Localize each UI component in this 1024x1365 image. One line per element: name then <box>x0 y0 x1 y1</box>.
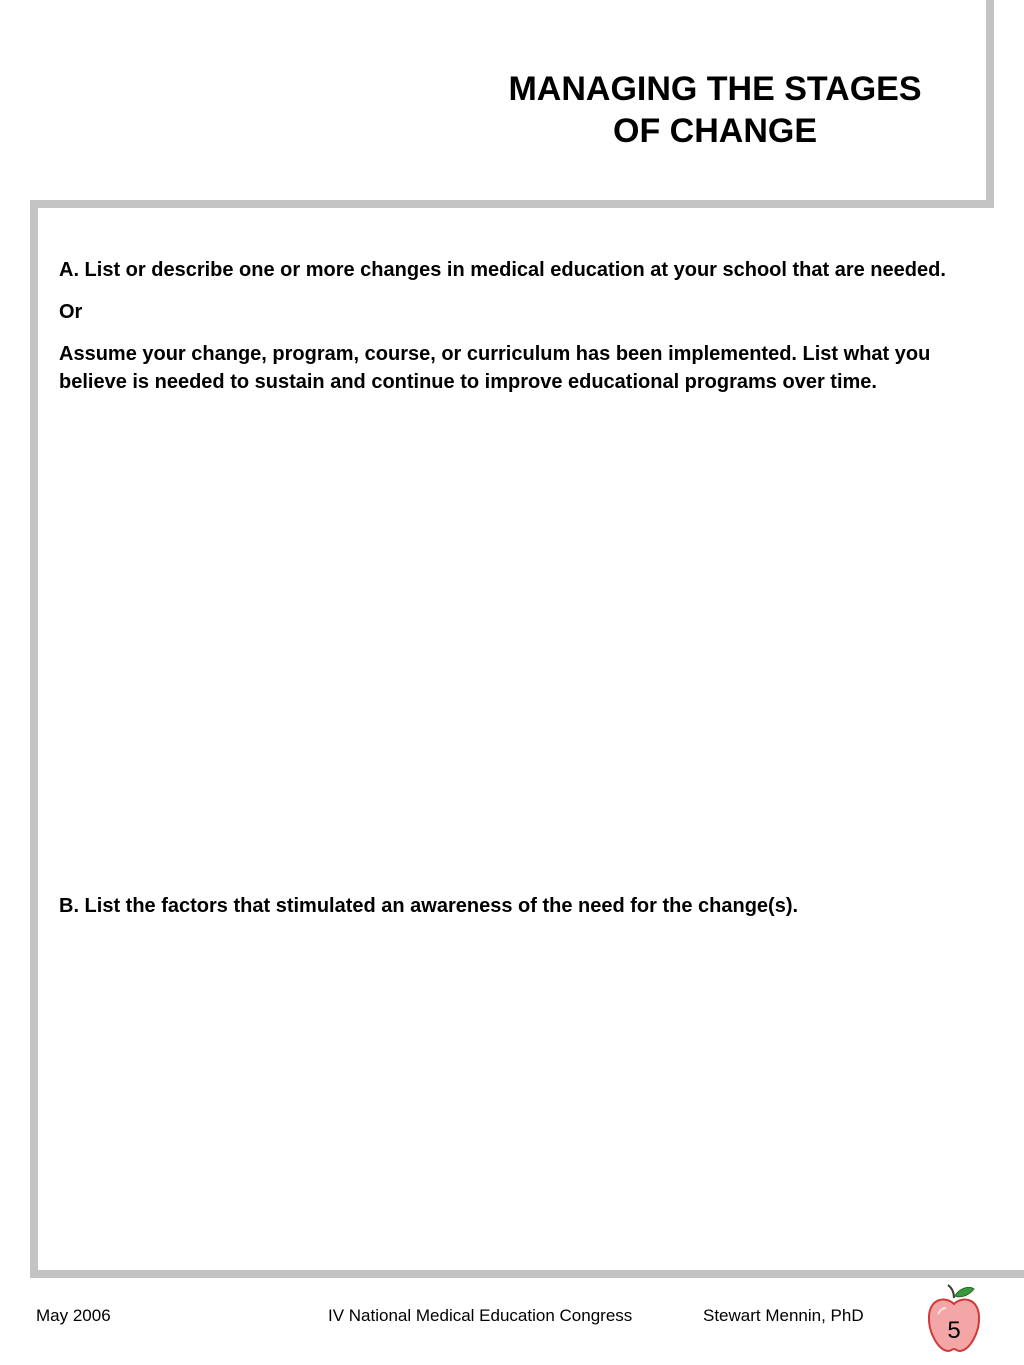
section-a-or: Or <box>59 301 83 323</box>
frame-left-border <box>30 200 38 1278</box>
section-a <box>59 256 949 410</box>
section-a-prompt: A. List or describe one or more changes in medical education at your school that are needed. <box>59 259 946 281</box>
title-line-1: MANAGING THE STAGES <box>508 70 922 108</box>
footer-event: IV National Medical Education Congress <box>328 1306 633 1325</box>
section-b-prompt: B. List the factors that stimulated an awareness of the need for the change(s). <box>59 895 799 917</box>
page-title <box>440 68 990 152</box>
footer-date: May 2006 <box>36 1306 111 1325</box>
frame-bottom-border <box>30 1270 1024 1278</box>
title-line-2: OF CHANGE <box>613 112 817 150</box>
page-number: 5 <box>947 1317 961 1344</box>
frame-top-border <box>30 200 994 208</box>
footer-author: Stewart Mennin, PhD <box>703 1306 864 1325</box>
section-a-alternative: Assume your change, program, course, or curriculum has been implemented. List what you believe is needed to sustain and continue to improve educational programs over time. <box>59 343 931 393</box>
